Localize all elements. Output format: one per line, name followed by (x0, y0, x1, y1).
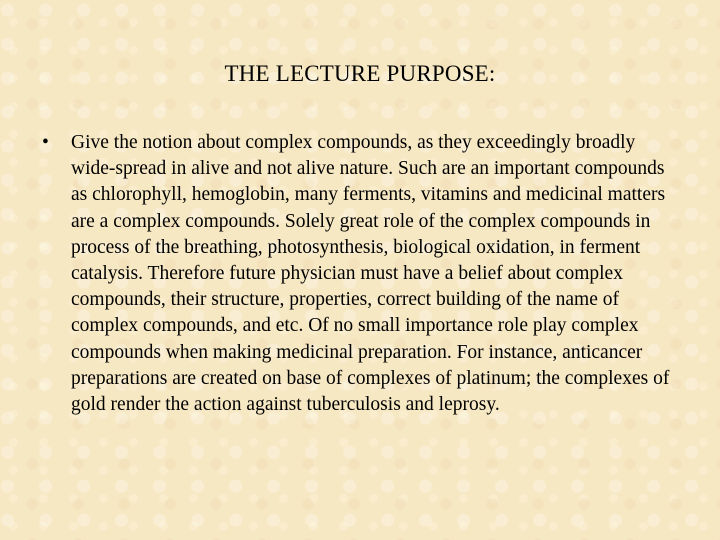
bullet-list (42, 130, 682, 418)
slide-title: THE LECTURE PURPOSE: (224, 61, 496, 86)
bullet-item (42, 130, 682, 418)
bullet-text: Give the notion about complex compounds, as they exceedingly broadly wide-spread in alive and not alive nature. Such are an important compounds as chlorophyll, hemoglobin, many ferments, vitamins and medicinal matters are a complex compounds. Solely great role of the complex compounds in process of the breathing, photosynthesis, biological oxidation, in ferment catalysis. Therefore future physician must have a belief about complex compounds, their structure, properties, correct building of the name of complex compounds, and etc. Of no small importance role play complex compounds when making medicinal preparation. For instance, anticancer preparations are created on base of complexes of platinum; the complexes of gold render the action against tuberculosis and leprosy. (71, 132, 670, 416)
bullet-icon: • (42, 132, 49, 153)
